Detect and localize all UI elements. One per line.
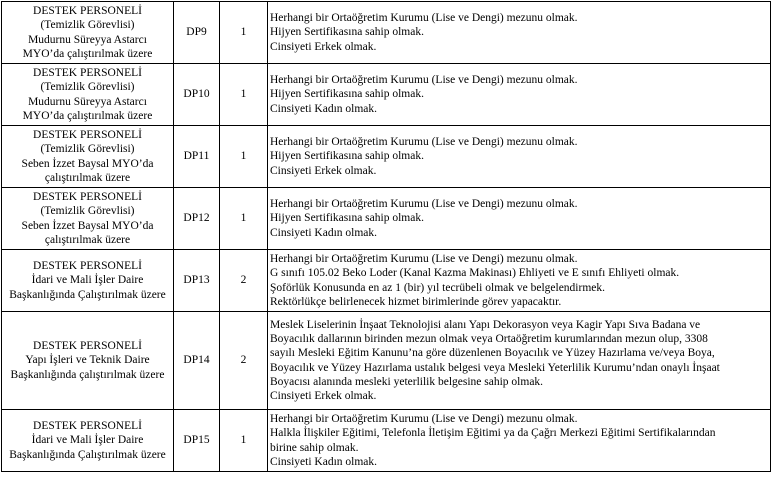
requirement-line: Herhangi bir Ortaöğretim Kurumu (Lise ve Dengi) mezunu olmak. — [270, 413, 578, 426]
requirement-line: G sınıfı 105.02 Beko Loder (Kanal Kazma Makinası) Ehliyeti ve E sınıfı Ehliyeti olmak. — [270, 267, 680, 280]
unit-cell — [2, 64, 174, 126]
unit-line: Seben İzzet Baysal MYO’da — [21, 157, 154, 170]
requirement-line: Cinsiyeti Erkek olmak. — [270, 389, 377, 402]
unit-cell — [2, 188, 174, 250]
requirement-line: Hijyen Sertifikasına sahip olmak. — [270, 150, 424, 163]
requirement-line: Cinsiyeti Erkek olmak. — [270, 164, 377, 177]
position-count: 2 — [220, 312, 268, 410]
unit-line: Yapı İşleri ve Teknik Daire — [25, 354, 150, 367]
position-code: DP9 — [174, 2, 220, 64]
unit-line: çalıştırılmak üzere — [44, 171, 131, 184]
table-row — [2, 312, 771, 410]
requirement-line: Boyacılık dallarının birinden mezun olmak veya Ortaöğretim kurumlarından mezun olup, 3308 — [270, 333, 708, 346]
unit-line: İdari ve Mali İşler Daire — [31, 274, 144, 287]
requirement-line: Herhangi bir Ortaöğretim Kurumu (Lise ve Dengi) mezunu olmak. — [270, 198, 578, 211]
requirement-line: Cinsiyeti Erkek olmak. — [270, 40, 377, 53]
position-count: 1 — [220, 126, 268, 188]
requirements-cell — [268, 126, 771, 188]
position-count: 1 — [220, 2, 268, 64]
unit-line: DESTEK PERSONELİ — [33, 420, 142, 433]
unit-line: DESTEK PERSONELİ — [33, 191, 142, 204]
requirement-line: Herhangi bir Ortaöğretim Kurumu (Lise ve Dengi) mezunu olmak. — [270, 136, 578, 149]
unit-line: DESTEK PERSONELİ — [33, 5, 142, 18]
unit-line: (Temizlik Görevlisi) — [40, 81, 135, 94]
unit-line: DESTEK PERSONELİ — [33, 260, 142, 273]
unit-cell — [2, 2, 174, 64]
unit-line: (Temizlik Görevlisi) — [40, 205, 135, 218]
unit-cell — [2, 410, 174, 472]
requirement-line: Herhangi bir Ortaöğretim Kurumu (Lise ve Dengi) mezunu olmak. — [270, 253, 578, 266]
table-row — [2, 126, 771, 188]
requirements-cell — [268, 64, 771, 126]
requirement-line: Cinsiyeti Kadın olmak. — [270, 102, 378, 115]
requirement-line: Şoförlük Konusunda en az 1 (bir) yıl tecrübeli olmak ve belgelendirmek. — [270, 281, 605, 294]
position-code: DP10 — [174, 64, 220, 126]
requirement-line: Boyacısı alanında mesleki yeterlilik belgesine sahip olmak. — [270, 375, 544, 388]
position-code: DP12 — [174, 188, 220, 250]
requirement-line: Herhangi bir Ortaöğretim Kurumu (Lise ve Dengi) mezunu olmak. — [270, 74, 578, 87]
position-count: 1 — [220, 188, 268, 250]
requirement-line: Cinsiyeti Kadın olmak. — [270, 226, 378, 239]
unit-line: MYO’da çalıştırılmak üzere — [22, 109, 153, 122]
unit-line: (Temizlik Görevlisi) — [40, 143, 135, 156]
position-code: DP14 — [174, 312, 220, 410]
position-count: 2 — [220, 250, 268, 312]
unit-line: DESTEK PERSONELİ — [33, 67, 142, 80]
unit-line: Başkanlığında Çalıştırılmak üzere — [9, 448, 166, 461]
personnel-requirements-table — [1, 1, 771, 472]
unit-line: Başkanlığında Çalıştırılmak üzere — [9, 288, 166, 301]
requirement-line: Meslek Liselerinin İnşaat Teknolojisi alanı Yapı Dekorasyon veya Kagir Yapı Sıva Badana ve — [270, 318, 701, 331]
table-row — [2, 410, 771, 472]
unit-cell — [2, 312, 174, 410]
requirements-cell — [268, 188, 771, 250]
requirement-line: Boyacılık ve Yüzey Hazırlama ustalık belgesi veya Mesleki Yeterlilik Kurumu’ndan onaylı İnşaat — [270, 361, 720, 374]
requirement-line: birine sahip olmak. — [270, 441, 359, 454]
position-count: 1 — [220, 64, 268, 126]
unit-line: Mudurnu Süreyya Astarcı — [28, 33, 147, 46]
unit-line: Seben İzzet Baysal MYO’da — [21, 219, 154, 232]
table-body — [2, 2, 771, 472]
requirement-line: sayılı Mesleki Eğitim Kanunu’na göre düzenlenen Boyacılık ve Yüzey Hazırlama ve/veya Boya, — [270, 347, 715, 360]
position-count: 1 — [220, 410, 268, 472]
position-code: DP15 — [174, 410, 220, 472]
unit-line: İdari ve Mali İşler Daire — [31, 434, 144, 447]
requirement-line: Hijyen Sertifikasına sahip olmak. — [270, 212, 424, 225]
requirement-line: Rektörlükçe belirlenecek hizmet birimlerinde görev yapacaktır. — [270, 295, 562, 308]
unit-cell — [2, 250, 174, 312]
position-code: DP13 — [174, 250, 220, 312]
requirement-line: Cinsiyeti Kadın olmak. — [270, 455, 378, 468]
requirement-line: Hijyen Sertifikasına sahip olmak. — [270, 26, 424, 39]
unit-line: DESTEK PERSONELİ — [33, 340, 142, 353]
requirements-cell — [268, 250, 771, 312]
requirement-line: Halkla İlişkiler Eğitimi, Telefonla İletişim Eğitimi ya da Çağrı Merkezi Eğitimi Sertifikalarından — [270, 427, 716, 440]
unit-line: Başkanlığında çalıştırılmak üzere — [10, 368, 165, 381]
requirements-cell — [268, 2, 771, 64]
unit-line: MYO’da çalıştırılmak üzere — [22, 47, 153, 60]
table-row — [2, 2, 771, 64]
table-row — [2, 64, 771, 126]
unit-cell — [2, 126, 174, 188]
requirements-cell — [268, 410, 771, 472]
requirement-line: Herhangi bir Ortaöğretim Kurumu (Lise ve Dengi) mezunu olmak. — [270, 12, 578, 25]
requirements-cell — [268, 312, 771, 410]
table-row — [2, 188, 771, 250]
unit-line: Mudurnu Süreyya Astarcı — [28, 95, 147, 108]
unit-line: çalıştırılmak üzere — [44, 233, 131, 246]
table-row — [2, 250, 771, 312]
unit-line: DESTEK PERSONELİ — [33, 129, 142, 142]
requirement-line: Hijyen Sertifikasına sahip olmak. — [270, 88, 424, 101]
unit-line: (Temizlik Görevlisi) — [40, 19, 135, 32]
position-code: DP11 — [174, 126, 220, 188]
